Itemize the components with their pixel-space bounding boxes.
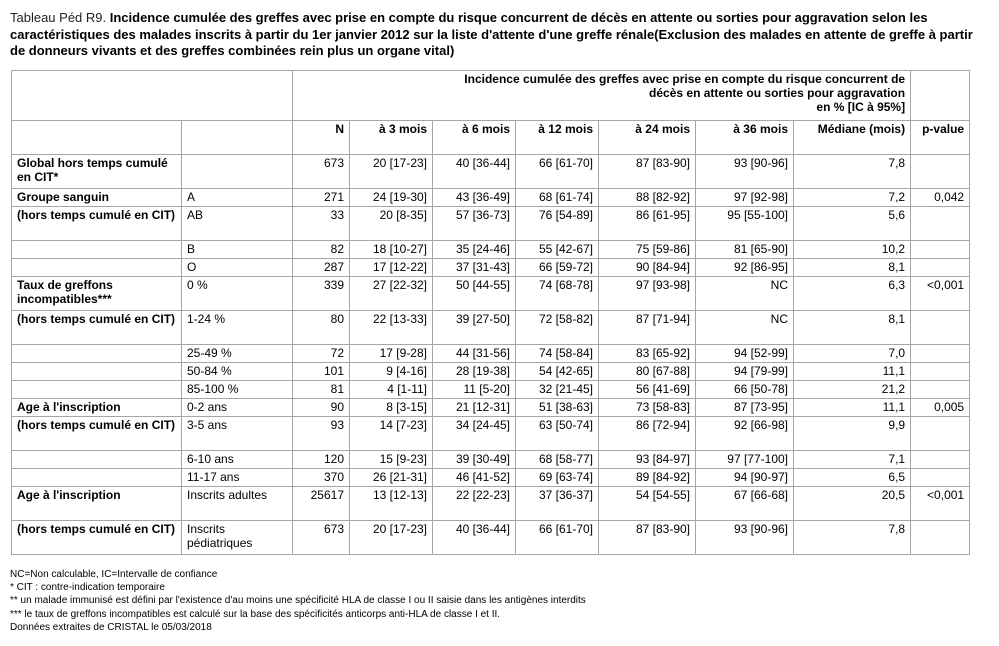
- table-row: [12, 521, 970, 555]
- super-header-line: en % [IC à 95%]: [816, 100, 906, 114]
- table-row: [12, 207, 970, 241]
- cell-mediane: 6,5: [794, 469, 911, 487]
- row-category: O: [182, 259, 293, 277]
- cell-12-mois: 55 [42-67]: [516, 241, 599, 259]
- cell-mediane: 7,2: [794, 189, 911, 207]
- cell-36-mois: 81 [65-90]: [696, 241, 794, 259]
- cell-6-mois: 44 [31-56]: [433, 345, 516, 363]
- row-category: 0-2 ans: [182, 399, 293, 417]
- footnotes: [10, 568, 586, 634]
- cell-24-mois: 54 [54-55]: [599, 487, 696, 521]
- cell-mediane: 20,5: [794, 487, 911, 521]
- cell-6-mois: 39 [30-49]: [433, 451, 516, 469]
- cell-3-mois: 17 [9-28]: [350, 345, 433, 363]
- cell-mediane: 7,8: [794, 521, 911, 555]
- cell-n: 81: [293, 381, 350, 399]
- cell-n: 72: [293, 345, 350, 363]
- super-header-line: décès en attente ou sorties pour aggravation: [649, 86, 906, 100]
- cell-mediane: 21,2: [794, 381, 911, 399]
- cell-p-value: 0,005: [911, 399, 970, 417]
- cell-p-value: <0,001: [911, 277, 970, 311]
- cell-36-mois: NC: [696, 311, 794, 345]
- cell-36-mois: 93 [90-96]: [696, 155, 794, 189]
- cell-mediane: 7,1: [794, 451, 911, 469]
- cell-36-mois: 97 [92-98]: [696, 189, 794, 207]
- cell-36-mois: 97 [77-100]: [696, 451, 794, 469]
- table-row: [12, 155, 970, 189]
- cell-24-mois: 80 [67-88]: [599, 363, 696, 381]
- row-group-label: [12, 451, 182, 469]
- cell-3-mois: 4 [1-11]: [350, 381, 433, 399]
- cell-12-mois: 32 [21-45]: [516, 381, 599, 399]
- cell-36-mois: 92 [66-98]: [696, 417, 794, 451]
- cell-6-mois: 21 [12-31]: [433, 399, 516, 417]
- cell-12-mois: 76 [54-89]: [516, 207, 599, 241]
- row-category: A: [182, 189, 293, 207]
- cell-p-value: [911, 363, 970, 381]
- table-row: [12, 417, 970, 451]
- row-group-label: [12, 381, 182, 399]
- cell-24-mois: 89 [84-92]: [599, 469, 696, 487]
- cell-p-value: [911, 521, 970, 555]
- table-title-prefix: Tableau Péd R9.: [10, 10, 107, 25]
- cell-n: 90: [293, 399, 350, 417]
- row-group-label: (hors temps cumulé en CIT): [12, 207, 182, 241]
- cell-24-mois: 87 [83-90]: [599, 155, 696, 189]
- row-group-label: (hors temps cumulé en CIT): [12, 417, 182, 451]
- cell-n: 271: [293, 189, 350, 207]
- footnote: * CIT : contre-indication temporaire: [10, 582, 165, 594]
- footnote: Données extraites de CRISTAL le 05/03/2018: [10, 621, 212, 633]
- cell-12-mois: 72 [58-82]: [516, 311, 599, 345]
- cell-24-mois: 56 [41-69]: [599, 381, 696, 399]
- cell-p-value: [911, 451, 970, 469]
- cell-36-mois: 66 [50-78]: [696, 381, 794, 399]
- cell-n: 82: [293, 241, 350, 259]
- cell-24-mois: 73 [58-83]: [599, 399, 696, 417]
- cell-24-mois: 86 [61-95]: [599, 207, 696, 241]
- super-header-line: Incidence cumulée des greffes avec prise en compte du risque concurrent de: [464, 72, 906, 86]
- cell-12-mois: 37 [36-37]: [516, 487, 599, 521]
- row-category: 1-24 %: [182, 311, 293, 345]
- cell-12-mois: 63 [50-74]: [516, 417, 599, 451]
- cell-36-mois: 92 [86-95]: [696, 259, 794, 277]
- cell-mediane: 8,1: [794, 311, 911, 345]
- cell-36-mois: 94 [52-99]: [696, 345, 794, 363]
- cell-24-mois: 75 [59-86]: [599, 241, 696, 259]
- cell-6-mois: 11 [5-20]: [433, 381, 516, 399]
- table-row: [12, 189, 970, 207]
- cell-6-mois: 39 [27-50]: [433, 311, 516, 345]
- cell-12-mois: 74 [58-84]: [516, 345, 599, 363]
- cell-6-mois: 40 [36-44]: [433, 155, 516, 189]
- table-row: [12, 311, 970, 345]
- cell-24-mois: 88 [82-92]: [599, 189, 696, 207]
- cell-p-value: <0,001: [911, 487, 970, 521]
- cell-12-mois: 74 [68-78]: [516, 277, 599, 311]
- row-category: 25-49 %: [182, 345, 293, 363]
- table-title: [10, 10, 985, 60]
- cell-p-value: [911, 241, 970, 259]
- cell-12-mois: 69 [63-74]: [516, 469, 599, 487]
- cell-12-mois: 51 [38-63]: [516, 399, 599, 417]
- cell-12-mois: 54 [42-65]: [516, 363, 599, 381]
- cell-mediane: 10,2: [794, 241, 911, 259]
- row-category: 6-10 ans: [182, 451, 293, 469]
- table-title-text: Incidence cumulée des greffes avec prise en compte du risque concurrent de décès en attente ou sorties pour aggravation selon les caractéristiques des malades inscrits à partir du 1er janvier 2012 sur la liste d'attente d'une greffe rénale(Exclusion des malades en attente de greffe à partir de donneurs vivants et des greffes combinées rein plus un organe vital): [10, 10, 973, 58]
- cell-mediane: 6,3: [794, 277, 911, 311]
- table-row: [12, 363, 970, 381]
- cell-3-mois: 18 [10-27]: [350, 241, 433, 259]
- row-group-label: Age à l'inscription: [12, 487, 182, 521]
- cell-6-mois: 22 [22-23]: [433, 487, 516, 521]
- cell-6-mois: 37 [31-43]: [433, 259, 516, 277]
- cell-6-mois: 50 [44-55]: [433, 277, 516, 311]
- row-group-label: Taux de greffons incompatibles***: [12, 277, 182, 311]
- table-row: [12, 345, 970, 363]
- cell-3-mois: 13 [12-13]: [350, 487, 433, 521]
- cell-mediane: 11,1: [794, 399, 911, 417]
- row-group-label: (hors temps cumulé en CIT): [12, 521, 182, 555]
- cell-n: 25617: [293, 487, 350, 521]
- cell-6-mois: 57 [36-73]: [433, 207, 516, 241]
- cell-3-mois: 8 [3-15]: [350, 399, 433, 417]
- row-group-label: [12, 363, 182, 381]
- cell-36-mois: 95 [55-100]: [696, 207, 794, 241]
- row-category: 85-100 %: [182, 381, 293, 399]
- cell-36-mois: 87 [73-95]: [696, 399, 794, 417]
- super-header-cell: [293, 71, 911, 121]
- cell-3-mois: 20 [8-35]: [350, 207, 433, 241]
- cell-3-mois: 22 [13-33]: [350, 311, 433, 345]
- cell-mediane: 9,9: [794, 417, 911, 451]
- cell-3-mois: 26 [21-31]: [350, 469, 433, 487]
- cell-3-mois: 20 [17-23]: [350, 521, 433, 555]
- cell-24-mois: 83 [65-92]: [599, 345, 696, 363]
- cell-6-mois: 35 [24-46]: [433, 241, 516, 259]
- cell-6-mois: 28 [19-38]: [433, 363, 516, 381]
- cell-36-mois: 67 [66-68]: [696, 487, 794, 521]
- cell-3-mois: 14 [7-23]: [350, 417, 433, 451]
- cell-12-mois: 66 [59-72]: [516, 259, 599, 277]
- column-header-row: [12, 121, 970, 155]
- col-header-6-mois: à 6 mois: [433, 121, 516, 155]
- row-group-label: [12, 259, 182, 277]
- cell-3-mois: 15 [9-23]: [350, 451, 433, 469]
- cell-3-mois: 24 [19-30]: [350, 189, 433, 207]
- cell-mediane: 11,1: [794, 363, 911, 381]
- cell-24-mois: 90 [84-94]: [599, 259, 696, 277]
- footnote: ** un malade immunisé est défini par l'existence d'au moins une spécificité HLA de classe I ou II saisie dans les antigènes interdits: [10, 595, 586, 607]
- cell-6-mois: 40 [36-44]: [433, 521, 516, 555]
- super-header-row: [12, 71, 970, 121]
- cell-p-value: [911, 311, 970, 345]
- cell-6-mois: 34 [24-45]: [433, 417, 516, 451]
- cell-12-mois: 68 [58-77]: [516, 451, 599, 469]
- cell-p-value: 0,042: [911, 189, 970, 207]
- col-header-36-mois: à 36 mois: [696, 121, 794, 155]
- table-row: [12, 399, 970, 417]
- table-row: [12, 487, 970, 521]
- cell-n: 287: [293, 259, 350, 277]
- cell-3-mois: 17 [12-22]: [350, 259, 433, 277]
- cell-24-mois: 87 [83-90]: [599, 521, 696, 555]
- table-row: [12, 381, 970, 399]
- row-category: 3-5 ans: [182, 417, 293, 451]
- cell-n: 673: [293, 155, 350, 189]
- row-group-label: Age à l'inscription: [12, 399, 182, 417]
- row-group-label: Global hors temps cumulé en CIT*: [12, 155, 182, 189]
- cell-n: 33: [293, 207, 350, 241]
- cell-p-value: [911, 469, 970, 487]
- cell-36-mois: 93 [90-96]: [696, 521, 794, 555]
- cell-6-mois: 43 [36-49]: [433, 189, 516, 207]
- table-row: [12, 241, 970, 259]
- col-header-24-mois: à 24 mois: [599, 121, 696, 155]
- cell-n: 80: [293, 311, 350, 345]
- cell-p-value: [911, 381, 970, 399]
- row-group-label: [12, 469, 182, 487]
- row-category: 11-17 ans: [182, 469, 293, 487]
- cell-n: 370: [293, 469, 350, 487]
- cell-n: 339: [293, 277, 350, 311]
- empty-header-cell: [12, 71, 293, 121]
- row-category: 0 %: [182, 277, 293, 311]
- col-header-mediane: Médiane (mois): [794, 121, 911, 155]
- cell-p-value: [911, 417, 970, 451]
- table-row: [12, 451, 970, 469]
- cell-n: 101: [293, 363, 350, 381]
- cell-36-mois: 94 [90-97]: [696, 469, 794, 487]
- cell-mediane: 5,6: [794, 207, 911, 241]
- cell-12-mois: 68 [61-74]: [516, 189, 599, 207]
- row-group-label: (hors temps cumulé en CIT): [12, 311, 182, 345]
- cell-3-mois: 9 [4-16]: [350, 363, 433, 381]
- cell-mediane: 7,8: [794, 155, 911, 189]
- incidence-table: [11, 70, 970, 555]
- table-row: [12, 259, 970, 277]
- cell-p-value: [911, 207, 970, 241]
- footnote: *** le taux de greffons incompatibles est calculé sur la base des spécificités anticorps anti-HLA de classe I et II.: [10, 608, 501, 620]
- cell-36-mois: NC: [696, 277, 794, 311]
- row-group-label: Groupe sanguin: [12, 189, 182, 207]
- table-row: [12, 277, 970, 311]
- col-header-n: N: [293, 121, 350, 155]
- row-group-label: [12, 241, 182, 259]
- row-category: Inscrits adultes: [182, 487, 293, 521]
- empty-header-cell: [182, 121, 293, 155]
- cell-p-value: [911, 155, 970, 189]
- cell-p-value: [911, 345, 970, 363]
- col-header-p-value: p-value: [911, 121, 970, 155]
- cell-mediane: 8,1: [794, 259, 911, 277]
- cell-12-mois: 66 [61-70]: [516, 521, 599, 555]
- empty-header-cell: [911, 71, 970, 121]
- row-category: AB: [182, 207, 293, 241]
- cell-24-mois: 97 [93-98]: [599, 277, 696, 311]
- col-header-12-mois: à 12 mois: [516, 121, 599, 155]
- row-category: [182, 155, 293, 189]
- cell-3-mois: 20 [17-23]: [350, 155, 433, 189]
- row-category: 50-84 %: [182, 363, 293, 381]
- col-header-3-mois: à 3 mois: [350, 121, 433, 155]
- cell-24-mois: 87 [71-94]: [599, 311, 696, 345]
- cell-p-value: [911, 259, 970, 277]
- cell-12-mois: 66 [61-70]: [516, 155, 599, 189]
- cell-36-mois: 94 [79-99]: [696, 363, 794, 381]
- table-row: [12, 469, 970, 487]
- cell-24-mois: 86 [72-94]: [599, 417, 696, 451]
- cell-n: 120: [293, 451, 350, 469]
- row-category: Inscrits pédiatriques: [182, 521, 293, 555]
- cell-24-mois: 93 [84-97]: [599, 451, 696, 469]
- row-category: B: [182, 241, 293, 259]
- footnote: NC=Non calculable, IC=Intervalle de confiance: [10, 569, 218, 580]
- cell-6-mois: 46 [41-52]: [433, 469, 516, 487]
- cell-n: 93: [293, 417, 350, 451]
- cell-3-mois: 27 [22-32]: [350, 277, 433, 311]
- row-group-label: [12, 345, 182, 363]
- cell-n: 673: [293, 521, 350, 555]
- cell-mediane: 7,0: [794, 345, 911, 363]
- empty-header-cell: [12, 121, 182, 155]
